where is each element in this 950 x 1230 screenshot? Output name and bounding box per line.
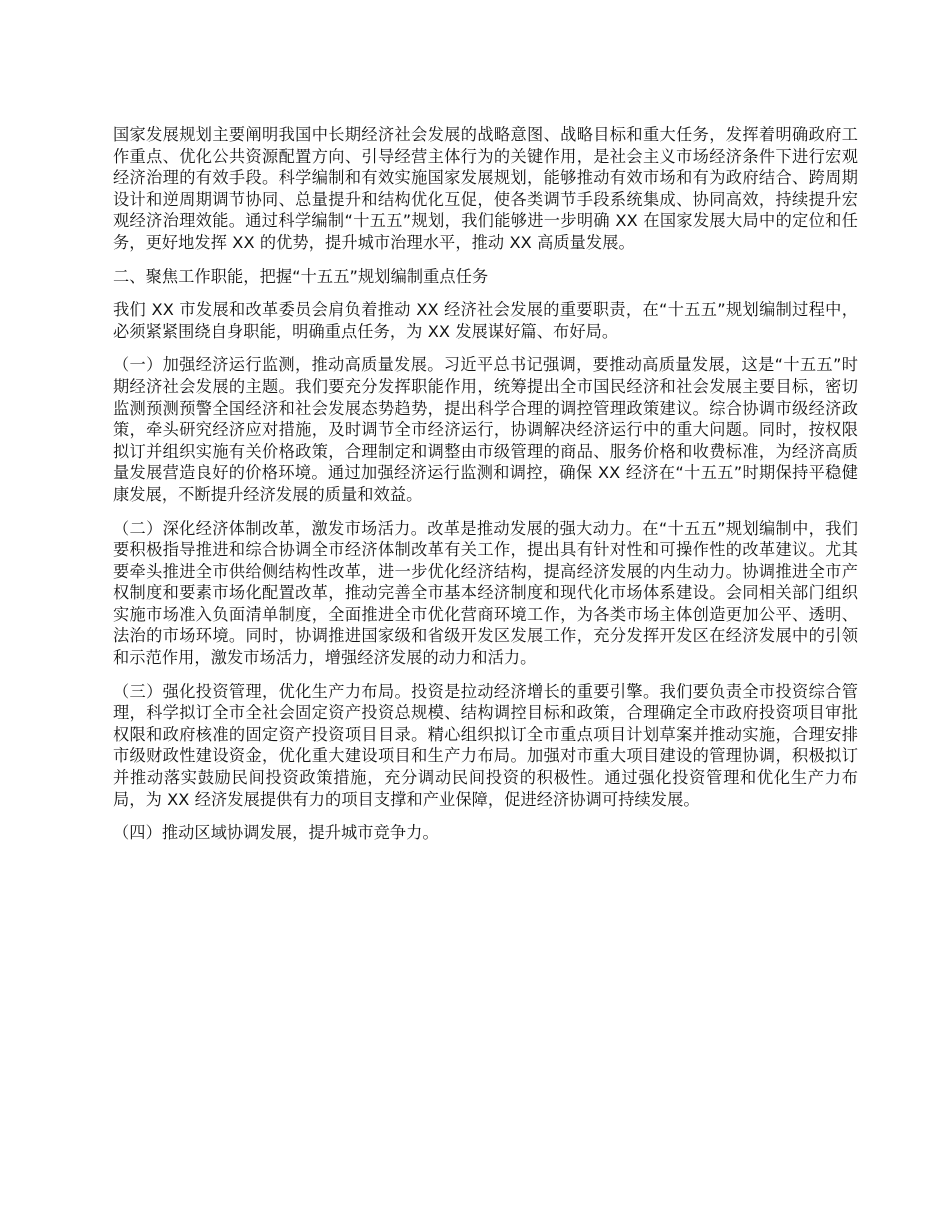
section-intro-paragraph: 我们 XX 市发展和改革委员会肩负着推动 XX 经济社会发展的重要职责，在“十五五”规划编制过程中，必须紧紧围绕自身职能，明确重点任务，为 XX 发展谋好篇、布好局。 bbox=[113, 300, 858, 341]
intro-paragraph: 国家发展规划主要阐明我国中长期经济社会发展的战略意图、战略目标和重大任务，发挥着明确政府工作重点、优化公共资源配置方向、引导经营主体行为的关键作用，是社会主义市场经济条件下进行宏观经济治理的有效手段。科学编制和有效实施国家发展规划，能够推动有效市场和有为政府结合、跨周期设计和逆周期调节协同、总量提升和结构优化互促，使各类调节手段系统集成、协同高效，持续提升宏观经济治理效能。通过科学编制“十五五”规划，我们能够进一步明确 XX 在国家发展大局中的定位和任务，更好地发挥 XX 的优势，提升城市治理水平，推动 XX 高质量发展。 bbox=[113, 125, 858, 252]
document-body bbox=[113, 124, 858, 856]
task-paragraph-1: （一）加强经济运行监测，推动高质量发展。习近平总书记强调，要推动高质量发展，这是“十五五”时期经济社会发展的主题。我们要充分发挥职能作用，统筹提出全市国民经济和社会发展主要目标，密切监测预测预警全国经济和社会发展态势趋势，提出科学合理的调控管理政策建议。综合协调市级经济政策，牵头研究经济应对措施，及时调节全市经济运行，协调解决经济运行中的重大问题。同时，按权限拟订并组织实施有关价格政策，合理制定和调整由市级管理的商品、服务价格和收费标准，为经济高质量发展营造良好的价格环境。通过加强经济运行监测和调控，确保 XX 经济在“十五五”时期保持平稳健康发展，不断提升经济发展的质量和效益。 bbox=[113, 355, 858, 504]
section-heading: 二、聚焦工作职能，把握“十五五”规划编制重点任务 bbox=[113, 266, 489, 286]
task-paragraph-4: （四）推动区域协调发展，提升城市竞争力。 bbox=[113, 823, 439, 843]
task-paragraph-2: （二）深化经济体制改革，激发市场活力。改革是推动发展的强大动力。在“十五五”规划编制中，我们要积极指导推进和综合协调全市经济体制改革有关工作，提出具有针对性和可操作性的改革建议。尤其要牵头推进全市供给侧结构性改革，进一步优化经济结构，提高经济发展的内生动力。协调推进全市产权制度和要素市场化配置改革，推动完善全市基本经济制度和现代化市场体系建设。会同相关部门组织实施市场准入负面清单制度，全面推进全市优化营商环境工作，为各类市场主体创造更加公平、透明、法治的市场环境。同时，协调推进国家级和省级开发区发展工作，充分发挥开发区在经济发展中的引领和示范作用，激发市场活力，增强经济发展的动力和活力。 bbox=[113, 518, 858, 668]
task-paragraph-3: （三）强化投资管理，优化生产力布局。投资是拉动经济增长的重要引擎。我们要负责全市投资综合管理，科学拟订全市全社会固定资产投资总规模、结构调控目标和政策，合理确定全市政府投资项目审批权限和政府核准的固定资产投资项目目录。精心组织拟订全市重点项目计划草案并推动实施，合理安排市级财政性建设资金，优化重大建设项目和生产力布局。加强对市重大项目建设的管理协调，积极拟订并推动落实鼓励民间投资政策措施，充分调动民间投资的积极性。通过强化投资管理和优化生产力布局，为 XX 经济发展提供有力的项目支撑和产业保障，促进经济协调可持续发展。 bbox=[113, 681, 858, 809]
